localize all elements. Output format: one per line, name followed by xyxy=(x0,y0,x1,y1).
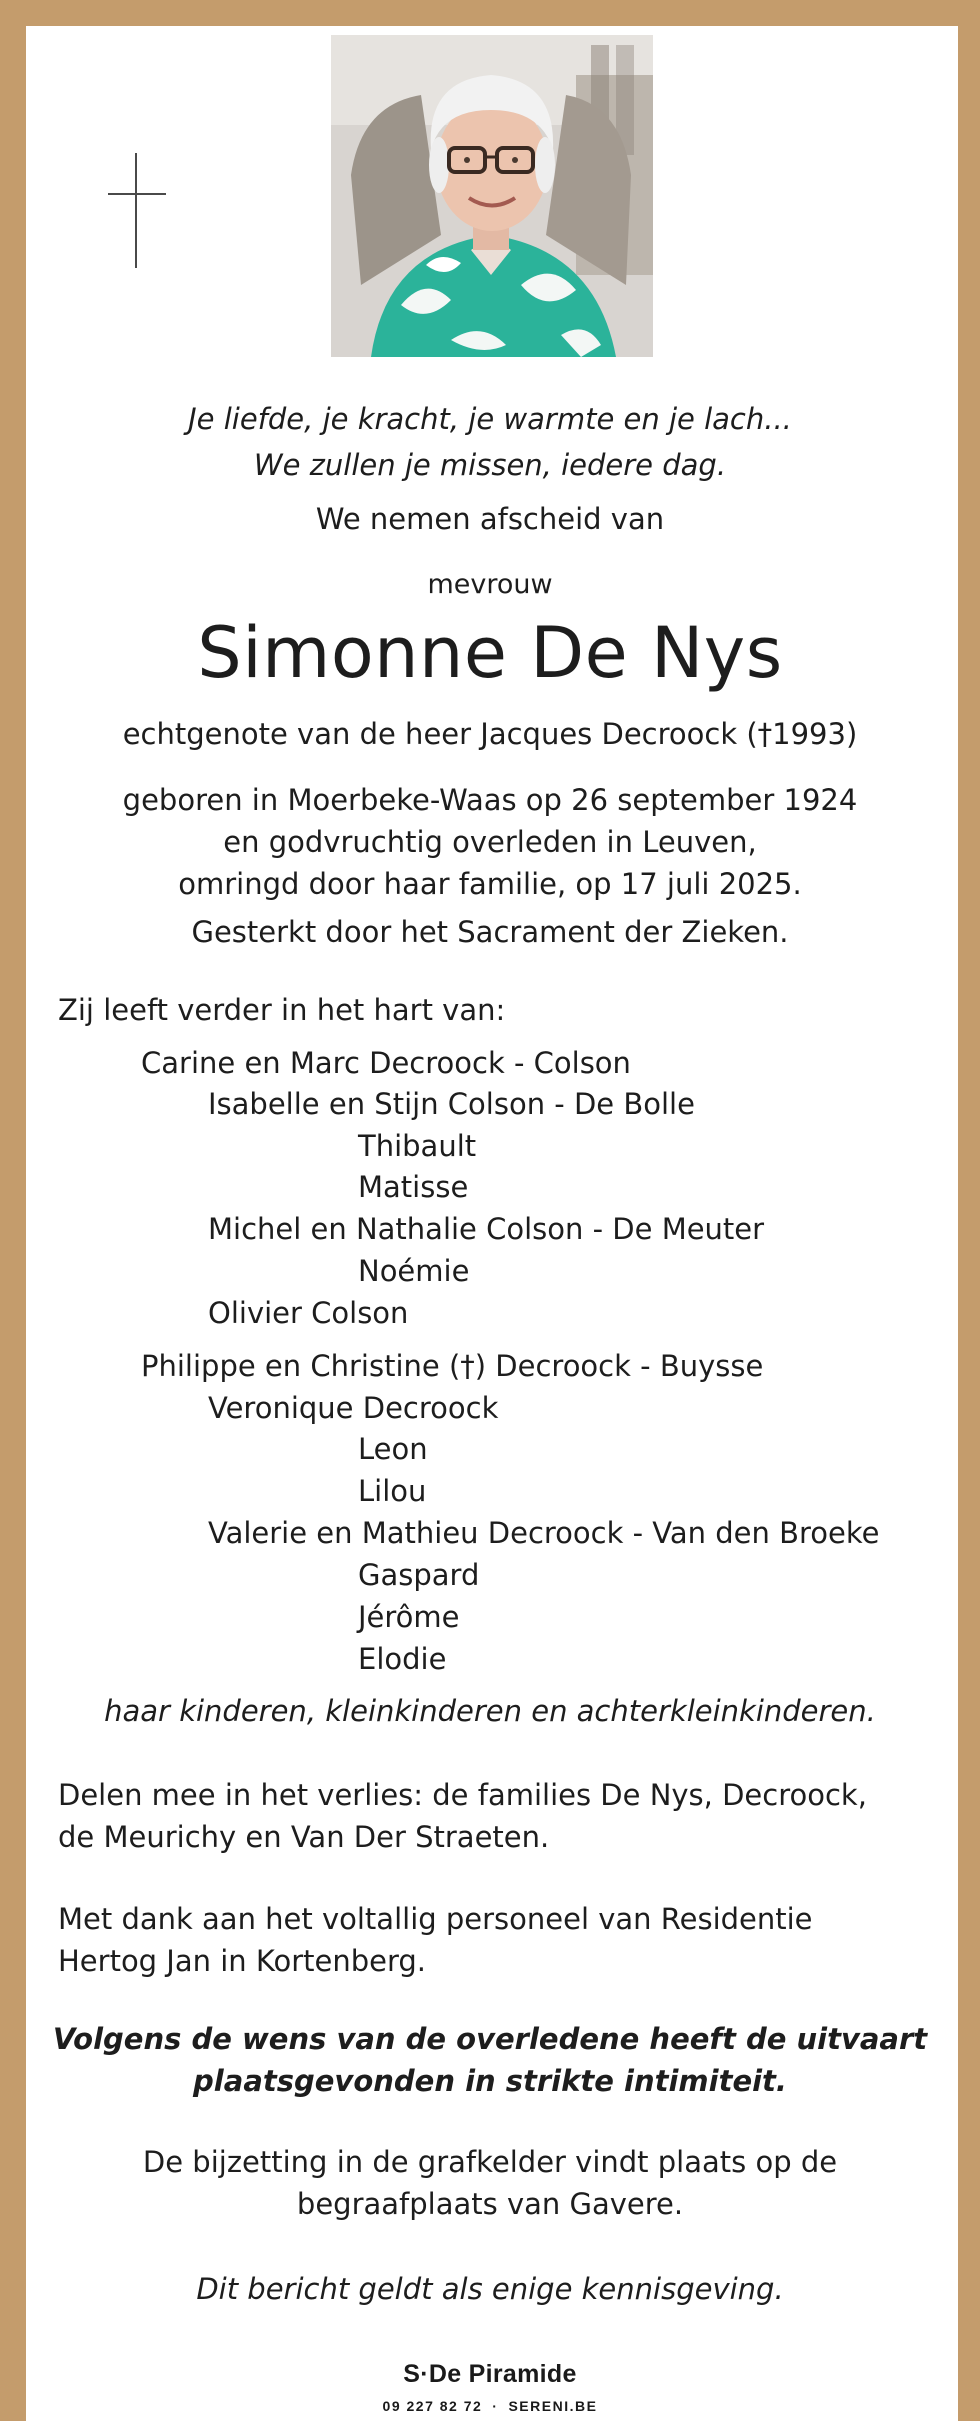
family-member: Matisse xyxy=(358,1170,469,1204)
deceased-name: Simonne De Nys xyxy=(197,612,783,694)
family-member: Elodie xyxy=(358,1642,447,1676)
latin-cross-icon xyxy=(108,153,166,268)
birth-death-line-2: en godvruchtig overleden in Leuven, xyxy=(223,825,757,859)
intro-text: We nemen afscheid van xyxy=(315,502,665,536)
phone-number: 09 227 82 72 xyxy=(382,2398,483,2414)
family-member: Philippe en Christine (†) Decroock - Buysse xyxy=(141,1349,764,1383)
contact-separator: · xyxy=(492,2398,499,2414)
shared-loss-line-1: Delen mee in het verlies: de families De Nys, Decroock, xyxy=(58,1778,867,1812)
family-outro: haar kinderen, kleinkinderen en achterkleinkinderen. xyxy=(104,1694,876,1728)
family-member: Jérôme xyxy=(358,1600,460,1634)
family-member: Lilou xyxy=(358,1474,427,1508)
family-member: Valerie en Mathieu Decroock - Van den Broeke xyxy=(208,1516,880,1550)
sacrament-text: Gesterkt door het Sacrament der Zieken. xyxy=(191,915,789,949)
family-member: Michel en Nathalie Colson - De Meuter xyxy=(208,1212,765,1246)
honorific-title: mevrouw xyxy=(427,569,553,600)
spouse-text: echtgenote van de heer Jacques Decroock (†1993) xyxy=(122,717,858,751)
funeral-home-contact xyxy=(0,2398,980,2414)
cross-horizontal-bar xyxy=(108,193,166,195)
shared-loss-line-2: de Meurichy en Van Der Straeten. xyxy=(58,1820,550,1854)
birth-death-line-3: omringd door haar familie, op 17 juli 2025. xyxy=(178,867,802,901)
birth-death-line-1: geboren in Moerbeke-Waas op 26 september 1924 xyxy=(122,783,858,817)
family-member: Veronique Decroock xyxy=(208,1391,499,1425)
family-intro: Zij leeft verder in het hart van: xyxy=(58,993,506,1027)
thanks-line-1: Met dank aan het voltallig personeel van Residentie xyxy=(58,1902,813,1936)
family-member: Olivier Colson xyxy=(208,1296,409,1330)
family-member: Leon xyxy=(358,1432,428,1466)
family-member: Thibault xyxy=(358,1129,477,1163)
burial-line-2: begraafplaats van Gavere. xyxy=(296,2187,684,2221)
funeral-wish-line-1: Volgens de wens van de overledene heeft de uitvaart xyxy=(52,2022,928,2056)
cross-vertical-bar xyxy=(135,153,137,268)
portrait-illustration xyxy=(331,35,653,357)
verse-line-1: Je liefde, je kracht, je warmte en je lach... xyxy=(188,402,792,436)
portrait-photo xyxy=(331,35,653,357)
burial-line-1: De bijzetting in de grafkelder vindt plaats op de xyxy=(142,2145,838,2179)
thanks-line-2: Hertog Jan in Kortenberg. xyxy=(58,1944,427,1978)
verse-line-2: We zullen je missen, iedere dag. xyxy=(253,448,727,482)
family-member: Isabelle en Stijn Colson - De Bolle xyxy=(208,1087,695,1121)
funeral-wish-line-2: plaatsgevonden in strikte intimiteit. xyxy=(193,2064,787,2098)
website-link[interactable]: SERENI.BE xyxy=(508,2398,598,2414)
funeral-home-logo: S·De Piramide xyxy=(403,2360,577,2388)
notice-text: Dit bericht geldt als enige kennisgeving. xyxy=(196,2272,784,2306)
family-member: Carine en Marc Decroock - Colson xyxy=(141,1046,631,1080)
family-member: Noémie xyxy=(358,1254,470,1288)
family-member: Gaspard xyxy=(358,1558,480,1592)
